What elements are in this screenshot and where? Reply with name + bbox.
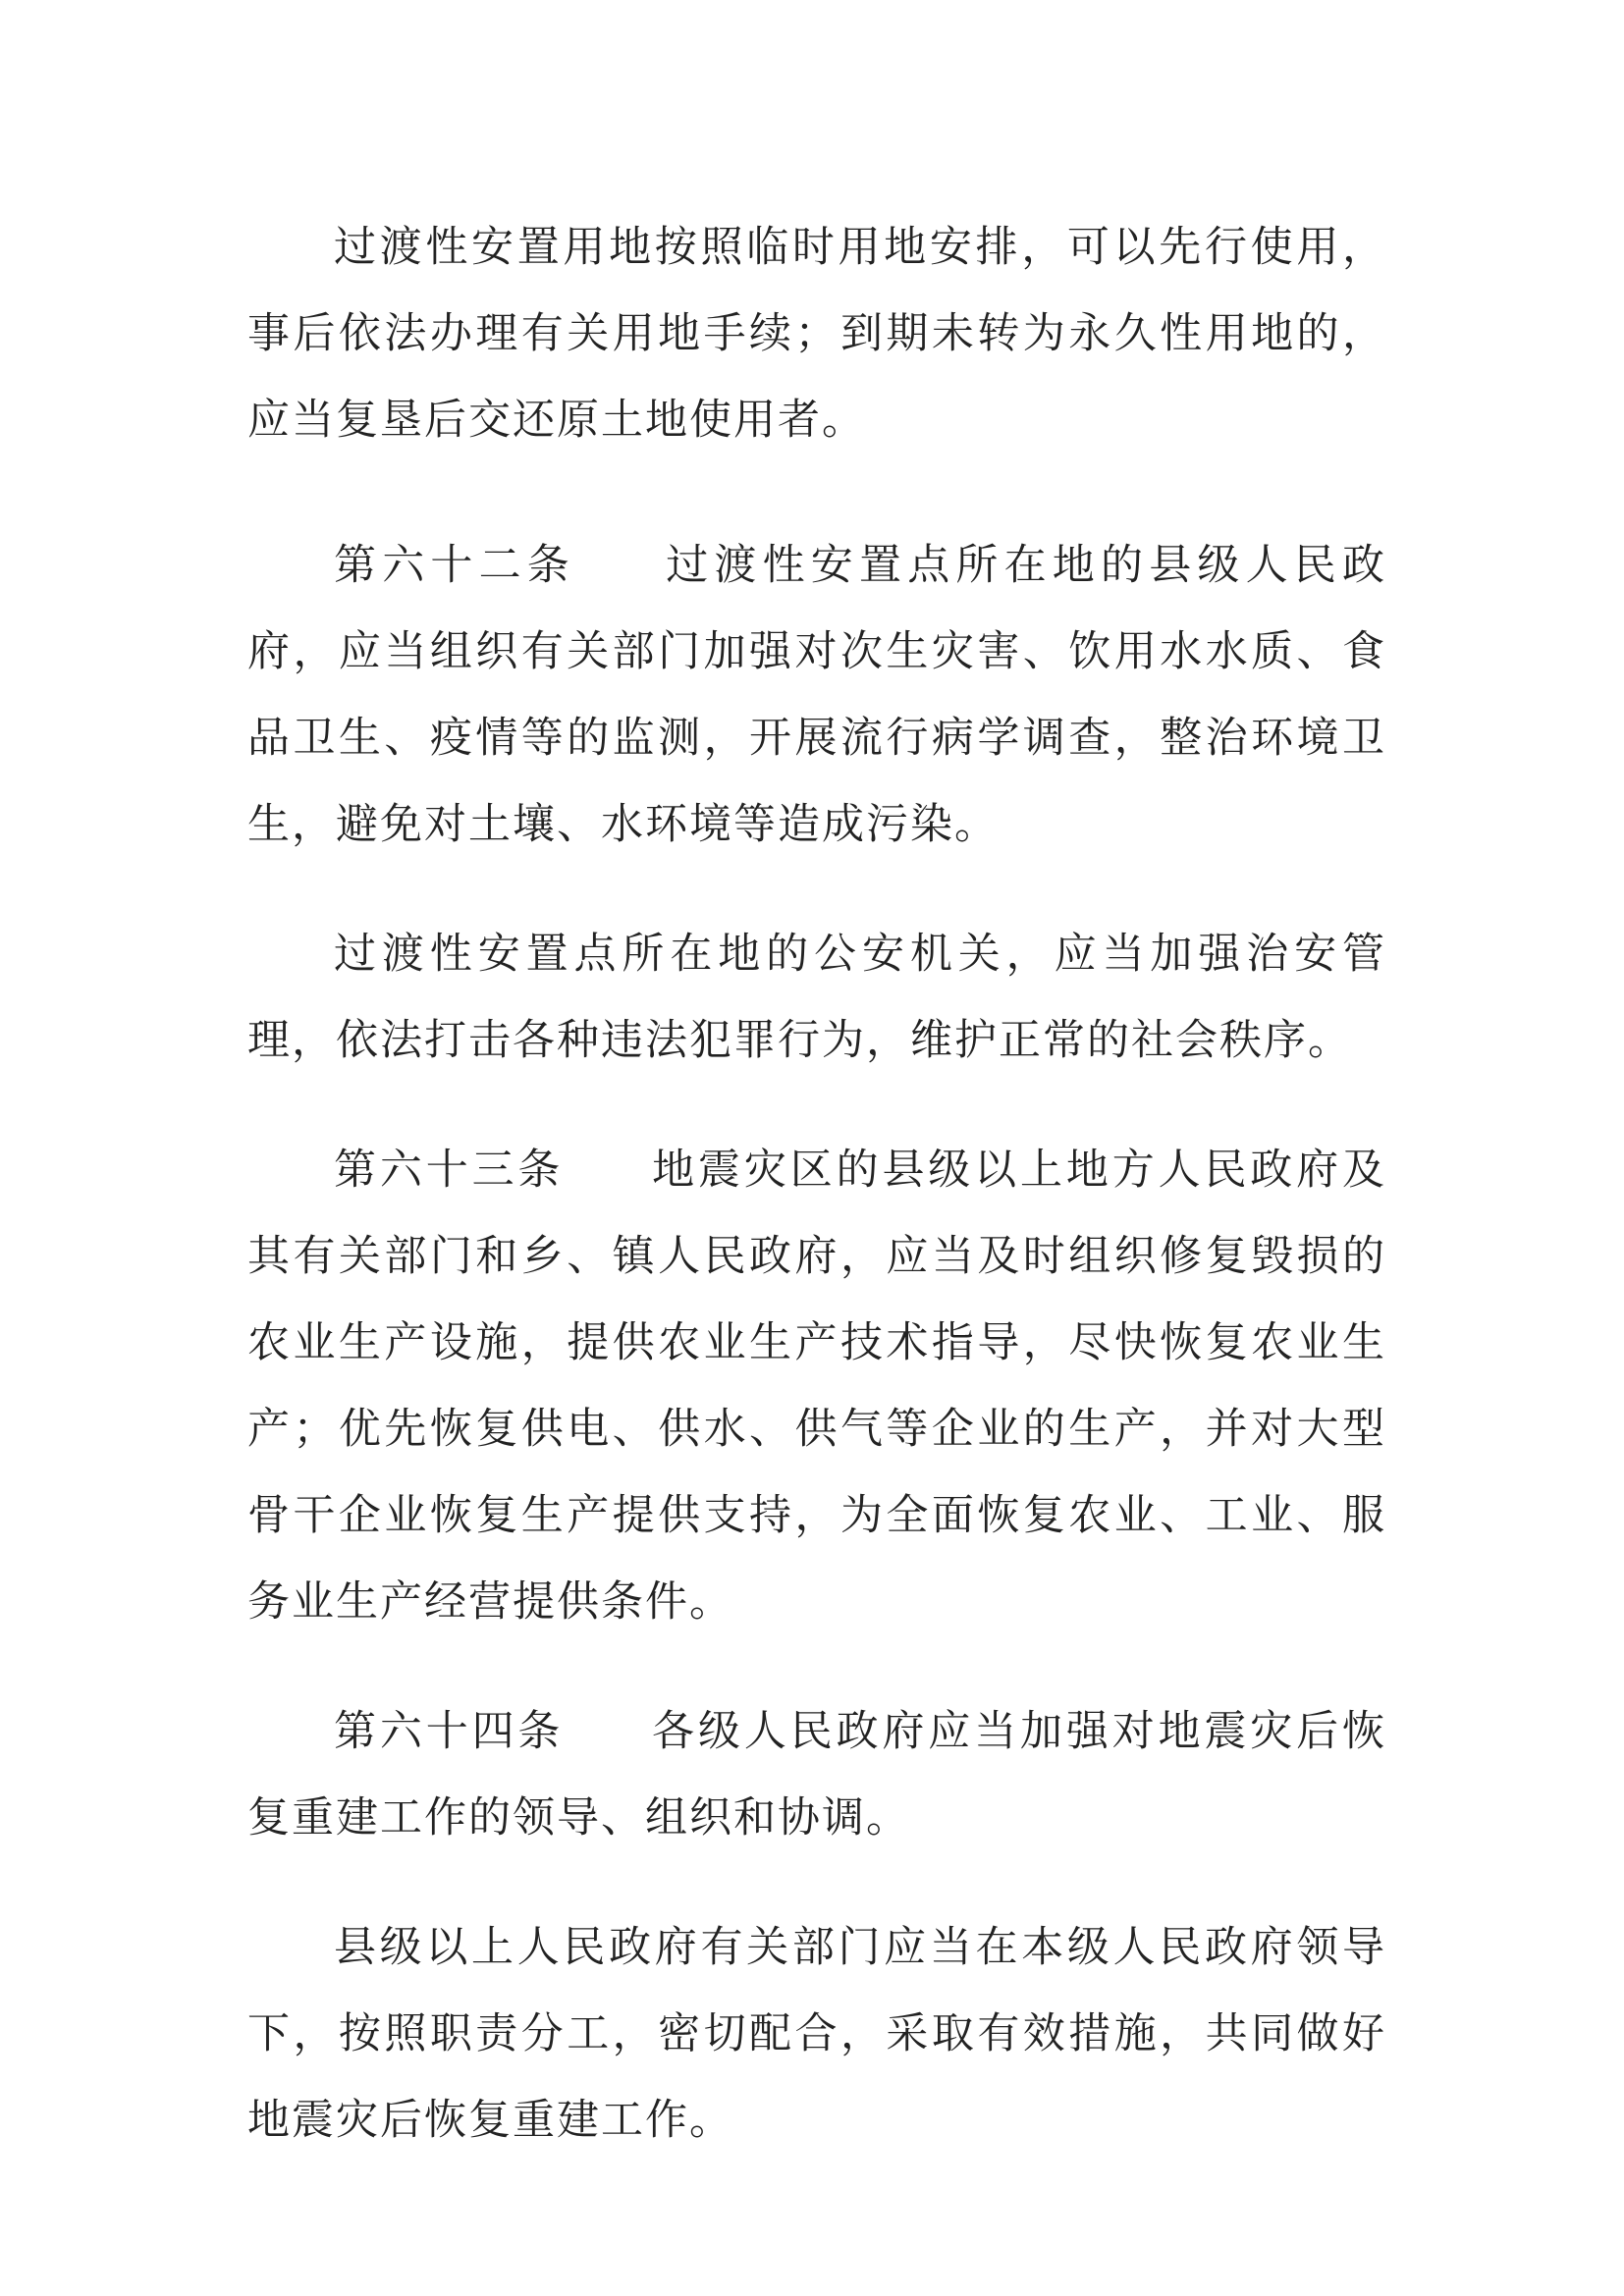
paragraph-text: 过渡性安置点所在地的公安机关，应当加强治安管理，依法打击各种违法犯罪行为，维护正常的社会秩序。 [247, 930, 1386, 1065]
document-body [247, 204, 1386, 2207]
paragraph-article-62 [247, 522, 1386, 868]
paragraph-land-use [247, 204, 1386, 463]
paragraph-public-security [247, 911, 1386, 1084]
paragraph-text: 县级以上人民政府有关部门应当在本级人民政府领导下，按照职责分工，密切配合，采取有效措施，共同做好地震灾后恢复重建工作。 [247, 1923, 1386, 2145]
paragraph-text: 各级人民政府应当加强对地震灾后恢复重建工作的领导、组织和协调。 [247, 1707, 1387, 1842]
article-number: 第六十三条 [334, 1146, 565, 1195]
paragraph-article-63 [247, 1127, 1386, 1645]
paragraph-text: 过渡性安置用地按照临时用地安排，可以先行使用，事后依法办理有关用地手续；到期未转为永久性用地的，应当复垦后交还原土地使用者。 [247, 223, 1386, 445]
paragraph-article-64 [247, 1688, 1386, 1861]
paragraph-departments [247, 1904, 1386, 2163]
paragraph-text: 过渡性安置点所在地的县级人民政府，应当组织有关部门加强对次生灾害、饮用水水质、食品卫生、疫情等的监测，开展流行病学调查，整治环境卫生，避免对土壤、水环境等造成污染。 [247, 541, 1386, 849]
paragraph-text: 地震灾区的县级以上地方人民政府及其有关部门和乡、镇人民政府，应当及时组织修复毁损的农业生产设施，提供农业生产技术指导，尽快恢复农业生产；优先恢复供电、供水、供气等企业的生产，并对大型骨干企业恢复生产提供支持，为全面恢复农业、工业、服务业生产经营提供条件。 [247, 1146, 1387, 1627]
article-number: 第六十二条 [334, 541, 575, 590]
article-number: 第六十四条 [334, 1707, 565, 1756]
